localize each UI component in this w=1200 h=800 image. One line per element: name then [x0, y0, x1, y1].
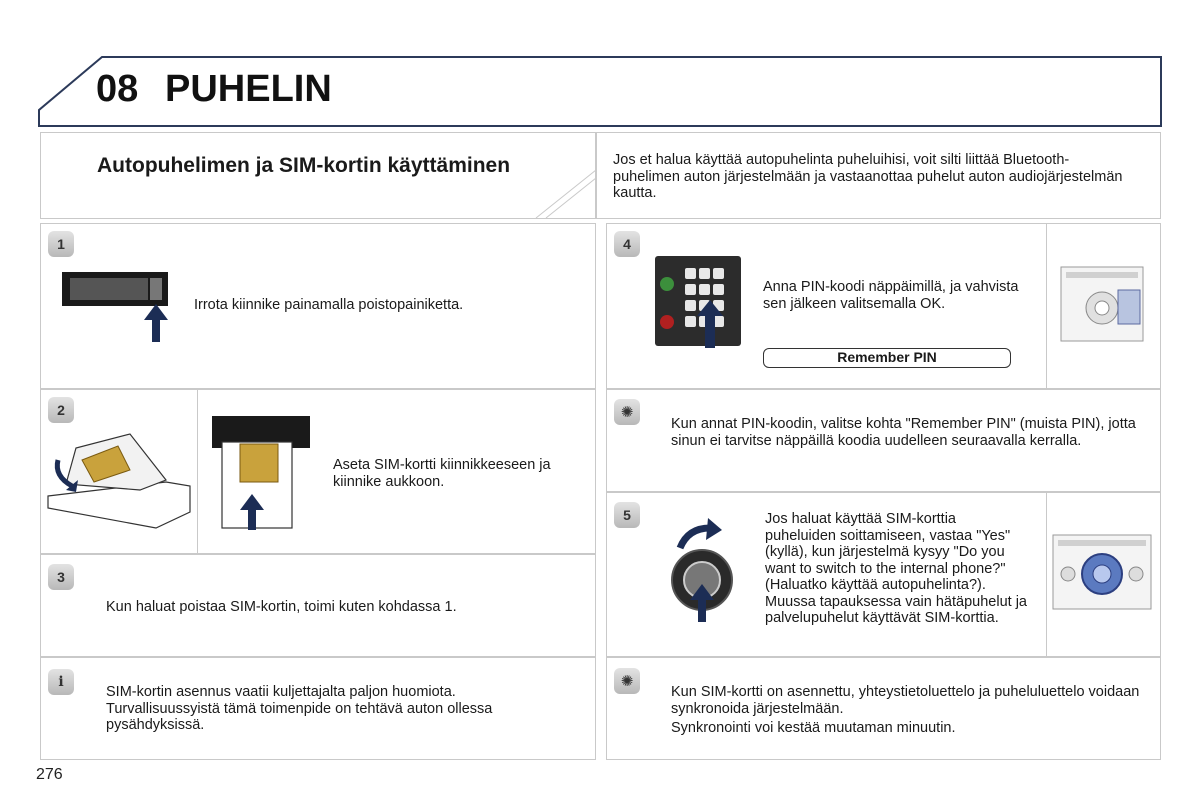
info-text: SIM-kortin asennus vaatii kuljettajalta paljon huomiota. Turvallisuussyistä tämä toimenpide on tehtävä auton ollessa pysähdyksissä. — [106, 684, 493, 733]
step-5-text: Jos haluat käyttää SIM-korttia puheluiden soittamiseen, vastaa "Yes" (kyllä), kun järjestelmä kysyy "Do you want to switch to the internal phone?" (Haluatko käyttää autopuhelinta?). Muussa tapauksessa vain hätäpuhelut ja palvelupuhelut käyttävät SIM-korttia. — [765, 511, 1027, 626]
section-title-corner — [534, 168, 598, 220]
info-icon: i — [48, 669, 74, 695]
step-2-divider — [197, 389, 198, 554]
step-3-text: Kun haluat poistaa SIM-kortin, toimi kuten kohdassa 1. — [106, 599, 457, 615]
chapter-title: PUHELIN — [165, 68, 332, 110]
intro-text: Jos et halua käyttää autopuhelinta puheluihisi, voit silti liittää Bluetooth-puhelimen auton järjestelmään ja vastaanottaa puhelut auton audiojärjestelmän kautta. — [613, 152, 1123, 201]
remember-pin-button[interactable]: Remember PIN — [763, 348, 1011, 368]
step-4-text: Anna PIN-koodi näppäimillä, ja vahvista sen jälkeen valitsemalla OK. — [763, 279, 1019, 312]
tip-2-text-2: Synkronointi voi kestää muutaman minuutin. — [671, 720, 956, 736]
page-number: 276 — [36, 766, 63, 783]
step-4-divider — [1046, 223, 1047, 389]
step-1-text: Irrota kiinnike painamalla poistopainiketta. — [194, 297, 464, 313]
radio-console-illustration — [1060, 266, 1144, 342]
step-1-badge: 1 — [48, 231, 74, 257]
tip-1-text: Kun annat PIN-koodin, valitse kohta "Remember PIN" (muista PIN), jotta sinun ei tarvitse näppäillä koodia uudelleen seuraavalla kerralla. — [671, 416, 1136, 449]
section-title: Autopuhelimen ja SIM-kortin käyttäminen — [97, 154, 511, 177]
chapter-number: 08 — [96, 68, 139, 110]
step-5-divider — [1046, 492, 1047, 657]
rotary-knob-illustration — [668, 518, 736, 624]
sim-card-insert-illustration — [46, 432, 192, 532]
tip-2-text-1: Kun SIM-kortti on asennettu, yhteystietoluettelo ja puheluluettelo voidaan synkronoida järjestelmään. — [671, 684, 1140, 717]
sim-tray-insert-illustration — [210, 414, 312, 532]
radio-console-knob-illustration — [1052, 534, 1152, 610]
tip-1-icon: ✺ — [614, 399, 640, 425]
step-2-text: Aseta SIM-kortti kiinnikkeeseen ja kiinnike aukkoon. — [333, 457, 551, 490]
step-2-badge: 2 — [48, 397, 74, 423]
tip-2-icon: ✺ — [614, 668, 640, 694]
phone-keypad-illustration — [655, 256, 741, 348]
step-3-badge: 3 — [48, 564, 74, 590]
step-4-badge: 4 — [614, 231, 640, 257]
step-5-badge: 5 — [614, 502, 640, 528]
sim-tray-eject-illustration — [60, 268, 172, 344]
